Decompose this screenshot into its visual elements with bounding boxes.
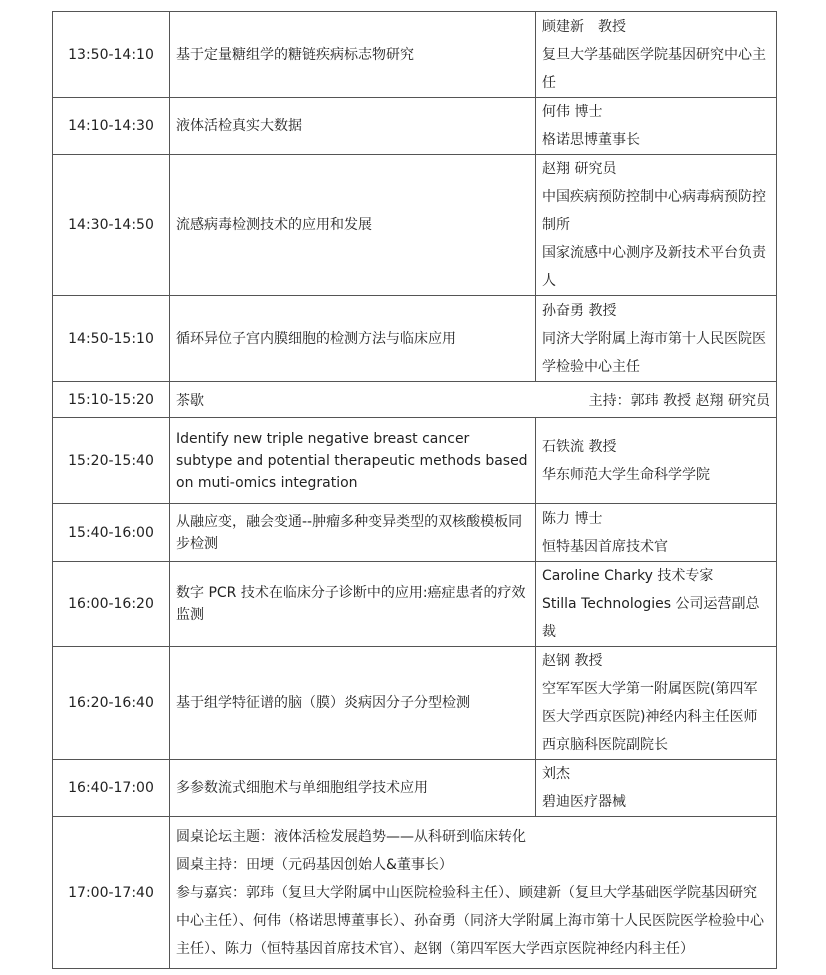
speaker-cell	[536, 562, 777, 647]
speaker-affiliation: 中国疾病预防控制中心病毒病预防控制所	[542, 189, 766, 233]
speaker-name: 陈力 博士	[542, 510, 603, 527]
table-row	[53, 647, 777, 760]
speaker-affiliation: 格诺思博董事长	[542, 132, 640, 148]
table-row	[53, 418, 777, 504]
time-cell: 14:50-15:10	[53, 296, 170, 382]
table-row	[53, 562, 777, 647]
topic-cell: 多参数流式细胞术与单细胞组学技术应用	[170, 760, 536, 817]
time-cell: 17:00-17:40	[53, 817, 170, 969]
speaker-affiliation: Stilla Technologies 公司运营副总裁	[542, 596, 760, 640]
table-row	[53, 155, 777, 296]
speaker-name: 赵钢 教授	[542, 653, 603, 669]
speaker-cell	[536, 12, 777, 98]
table-row	[53, 504, 777, 562]
table-row	[53, 98, 777, 155]
speaker-cell	[536, 155, 777, 296]
break-label: 茶歇	[176, 392, 204, 409]
time-cell: 14:10-14:30	[53, 98, 170, 155]
topic-cell: 循环异位子宫内膜细胞的检测方法与临床应用	[170, 296, 536, 382]
speaker-cell	[536, 647, 777, 760]
time-cell: 16:40-17:00	[53, 760, 170, 817]
break-cell	[170, 382, 777, 418]
forum-cell	[170, 817, 777, 969]
time-cell: 15:20-15:40	[53, 418, 170, 504]
speaker-affiliation: 西京脑科医院副院长	[542, 737, 668, 753]
speaker-cell	[536, 296, 777, 382]
speaker-name: 石铁流 教授	[542, 438, 617, 455]
speaker-name: 刘杰	[542, 766, 570, 782]
speaker-affiliation: 国家流感中心测序及新技术平台负责人	[542, 245, 766, 289]
speaker-affiliation: 空军军医大学第一附属医院(第四军医大学西京医院)神经内科主任医师	[542, 681, 758, 725]
speaker-cell	[536, 504, 777, 562]
speaker-name: 何伟 博士	[542, 104, 603, 120]
time-cell: 14:30-14:50	[53, 155, 170, 296]
time-cell: 16:00-16:20	[53, 562, 170, 647]
time-cell: 13:50-14:10	[53, 12, 170, 98]
speaker-name: Caroline Charky 技术专家	[542, 568, 714, 584]
speaker-affiliation: 华东师范大学生命科学学院	[542, 466, 710, 483]
forum-host: 圆桌主持：田埂（元码基因创始人&董事长）	[176, 856, 453, 873]
forum-guests: 参与嘉宾：郭玮（复旦大学附属中山医院检验科主任）、顾建新（复旦大学基础医学院基因研究中心主任）、何伟（格诺思博董事长）、孙奋勇（同济大学附属上海市第十人民医院医学检验中心主任）、陈力（恒特基因首席技术官）、赵钢（第四军医大学西京医院神经内科主任）	[176, 884, 764, 957]
table-row	[53, 296, 777, 382]
time-cell: 16:20-16:40	[53, 647, 170, 760]
speaker-affiliation: 恒特基因首席技术官	[542, 538, 668, 555]
table-row	[53, 760, 777, 817]
schedule-table	[52, 11, 777, 969]
forum-row	[53, 817, 777, 969]
speaker-cell	[536, 760, 777, 817]
speaker-affiliation: 复旦大学基础医学院基因研究中心主任	[542, 46, 766, 91]
break-row	[53, 382, 777, 418]
speaker-cell	[536, 98, 777, 155]
topic-cell: 基于组学特征谱的脑（膜）炎病因分子分型检测	[170, 647, 536, 760]
speaker-affiliation: 碧迪医疗器械	[542, 794, 626, 810]
break-host: 主持：郭玮 教授 赵翔 研究员	[588, 392, 770, 409]
speaker-cell	[536, 418, 777, 504]
forum-theme: 圆桌论坛主题：液体活检发展趋势——从科研到临床转化	[176, 828, 526, 845]
topic-cell: Identify new triple negative breast cancer subtype and potential therapeutic methods based on muti-omics integration	[170, 418, 536, 504]
time-cell: 15:10-15:20	[53, 382, 170, 418]
speaker-name: 赵翔 研究员	[542, 161, 617, 177]
speaker-affiliation: 同济大学附属上海市第十人民医院医学检验中心主任	[542, 330, 766, 375]
time-cell: 15:40-16:00	[53, 504, 170, 562]
topic-cell: 液体活检真实大数据	[170, 98, 536, 155]
table-row	[53, 12, 777, 98]
speaker-name: 孙奋勇 教授	[542, 302, 617, 319]
topic-cell: 基于定量糖组学的糖链疾病标志物研究	[170, 12, 536, 98]
speaker-name: 顾建新 教授	[542, 18, 626, 35]
topic-cell: 从融应变，融会变通--肿瘤多种变异类型的双核酸模板同步检测	[170, 504, 536, 562]
topic-cell: 流感病毒检测技术的应用和发展	[170, 155, 536, 296]
topic-cell: 数字 PCR 技术在临床分子诊断中的应用:癌症患者的疗效监测	[170, 562, 536, 647]
